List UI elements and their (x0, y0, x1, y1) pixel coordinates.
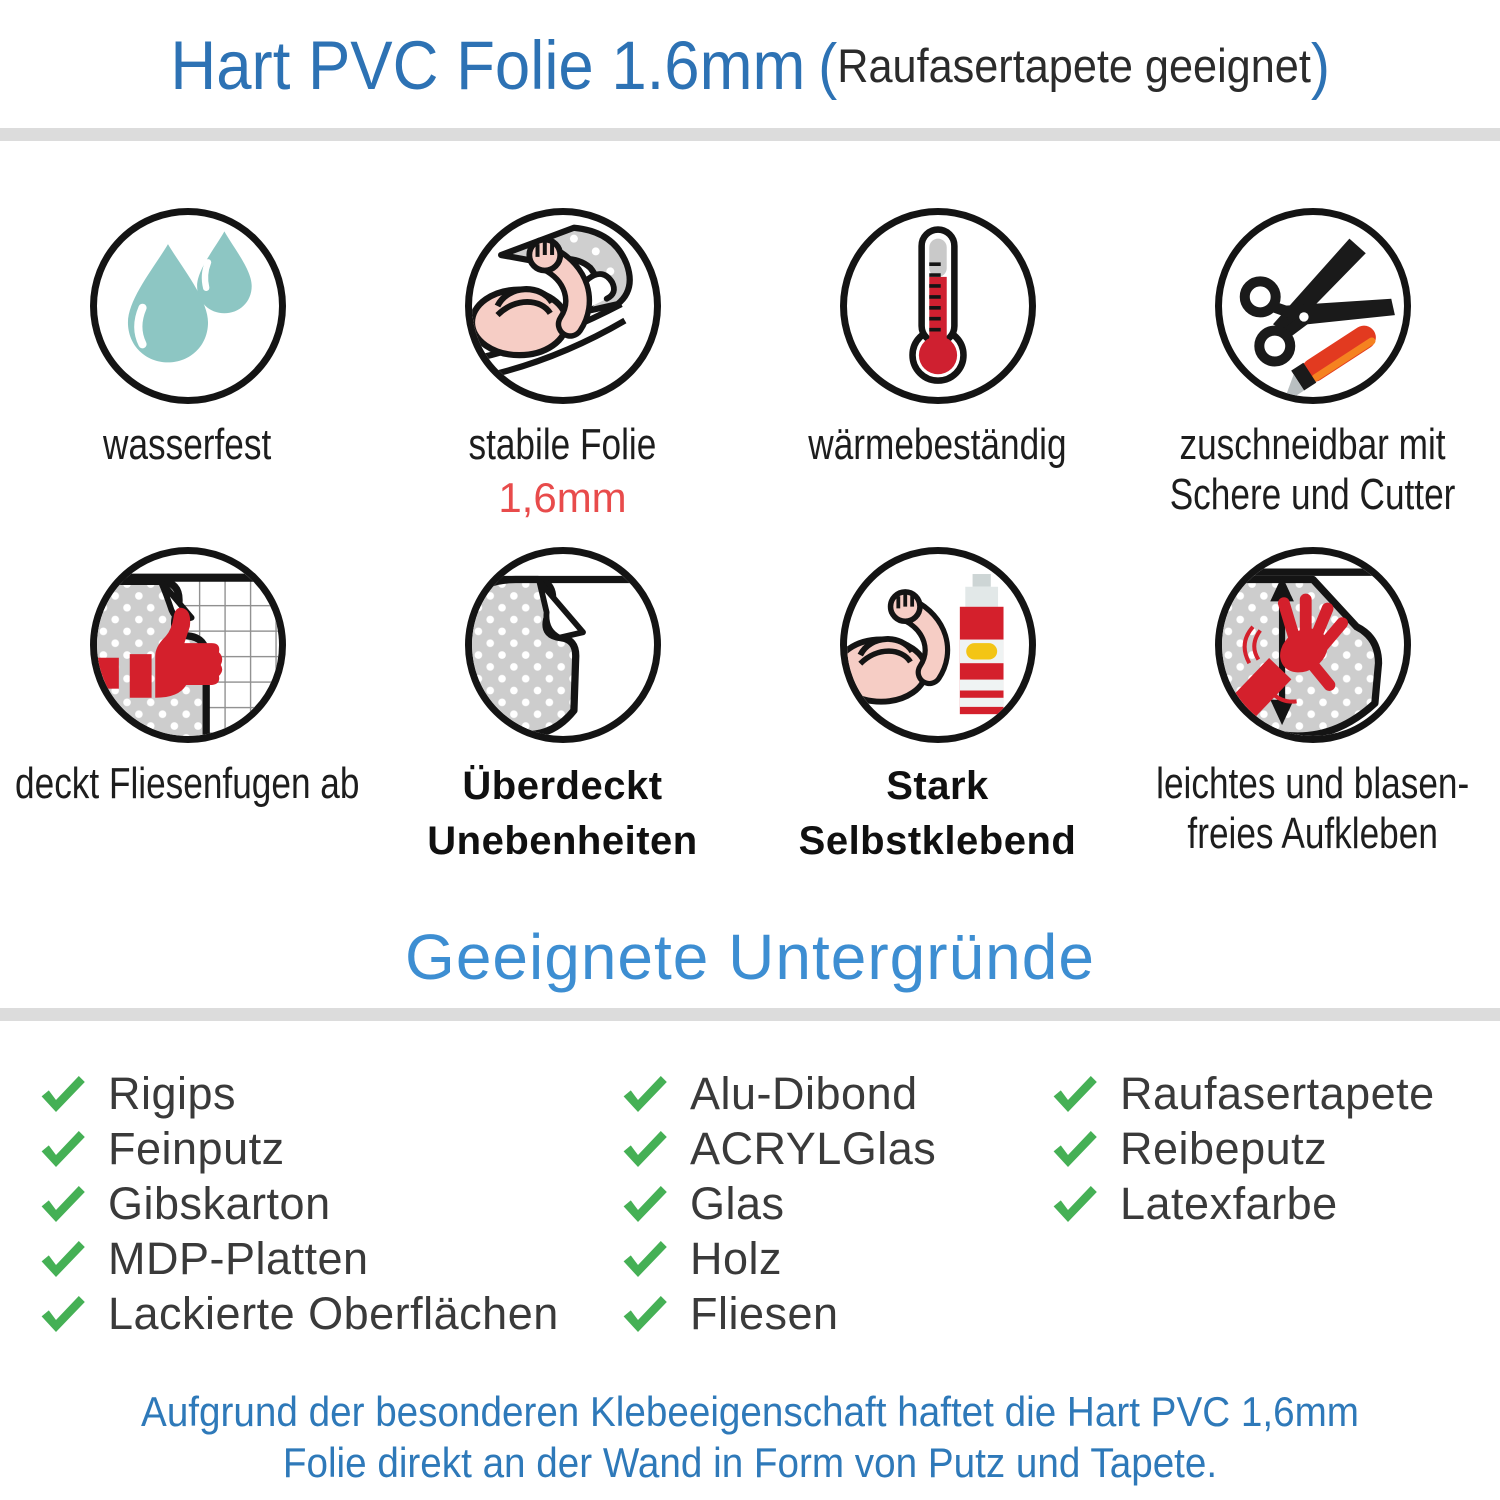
feature-self-adhesive (750, 547, 1125, 869)
check-icon (1050, 1128, 1098, 1170)
feature-thickness-value: 1,6mm (498, 474, 627, 521)
feature-heat-resistant (750, 208, 1125, 522)
surface-item (1050, 1121, 1435, 1176)
check-icon (38, 1293, 86, 1335)
surfaces-column-2 (620, 1066, 936, 1341)
surface-item (620, 1066, 936, 1121)
surface-label: Glas (690, 1177, 785, 1229)
feature-covers-unevenness (375, 547, 750, 869)
check-icon (620, 1128, 668, 1170)
surfaces-column-3 (1050, 1066, 1435, 1231)
surface-item (38, 1121, 559, 1176)
surface-item (38, 1176, 559, 1231)
title-subtitle: Raufasertapete geeignet (837, 39, 1311, 92)
feature-label: wärmebeständig (808, 420, 1067, 469)
surface-item (620, 1231, 936, 1286)
feature-bubble-free (1125, 547, 1500, 869)
feature-label: deckt Fliesenfugen ab (15, 759, 360, 808)
surface-label: Alu-Dibond (690, 1067, 918, 1119)
surface-item (38, 1066, 559, 1121)
feature-covers-tile-joints (0, 547, 375, 869)
surface-label: Rigips (108, 1067, 237, 1119)
surface-label: Gibskarton (108, 1177, 331, 1229)
features-row-1 (0, 208, 1500, 522)
feature-label-line-1: leichtes und blasen- (1155, 759, 1470, 808)
feature-waterproof (0, 208, 375, 522)
feature-label-line-2: freies Aufkleben (1187, 809, 1438, 858)
check-icon (1050, 1073, 1098, 1115)
divider-middle (0, 1008, 1500, 1021)
surface-item (620, 1121, 936, 1176)
scissors-cutter-icon (1215, 208, 1411, 404)
surfaces-column-1 (38, 1066, 559, 1341)
surface-label: Fliesen (690, 1287, 839, 1339)
check-icon (620, 1183, 668, 1225)
check-icon (38, 1183, 86, 1225)
hand-smooth-foil-icon (1215, 547, 1411, 743)
footer-line-2: Folie direkt an der Wand in Form von Putz und Tapete. (282, 1439, 1218, 1486)
feature-label-line-2: Unebenheiten (427, 819, 698, 863)
feature-label: wasserfest (103, 420, 272, 469)
water-drops-icon (90, 208, 286, 404)
tile-thumb-up-icon (90, 547, 286, 743)
muscle-arm-glue-icon (840, 547, 1036, 743)
feature-stable-foil (375, 208, 750, 522)
surface-item (620, 1176, 936, 1231)
feature-label-line-1: Stark (886, 764, 989, 808)
surface-label: ACRYLGlas (690, 1122, 937, 1174)
surface-label: Holz (690, 1232, 783, 1284)
surface-label: Latexfarbe (1120, 1177, 1338, 1229)
feature-label-line-2: Schere und Cutter (1169, 470, 1456, 519)
thermometer-icon (840, 208, 1036, 404)
surface-item (38, 1286, 559, 1341)
footer-line-1: Aufgrund der besonderen Klebeeigenschaft haftet die Hart PVC 1,6mm (141, 1388, 1359, 1435)
divider-top (0, 128, 1500, 141)
feature-label-line-1: zuschneidbar mit (1179, 420, 1446, 469)
surface-item (38, 1231, 559, 1286)
footer-note (0, 1386, 1500, 1488)
surface-label: MDP-Platten (108, 1232, 369, 1284)
check-icon (38, 1128, 86, 1170)
surface-label: Raufasertapete (1120, 1067, 1435, 1119)
features-row-2 (0, 547, 1500, 869)
check-icon (620, 1293, 668, 1335)
check-icon (620, 1073, 668, 1115)
surface-item (1050, 1066, 1435, 1121)
feature-label: stabile Folie (468, 420, 657, 469)
title-paren-close: ) (1310, 32, 1330, 101)
surface-label: Lackierte Oberflächen (108, 1287, 559, 1339)
feature-label-line-2: Selbstklebend (798, 819, 1077, 863)
muscle-arm-foil-icon (465, 208, 661, 404)
surface-label: Reibeputz (1120, 1122, 1328, 1174)
surface-label: Feinputz (108, 1122, 285, 1174)
check-icon (38, 1073, 86, 1115)
surface-item (620, 1286, 936, 1341)
check-icon (620, 1238, 668, 1280)
surface-item (1050, 1176, 1435, 1231)
feature-label-line-1: Überdeckt (462, 764, 663, 808)
check-icon (38, 1238, 86, 1280)
check-icon (1050, 1183, 1098, 1225)
surfaces-heading: Geeignete Untergründe (405, 921, 1095, 993)
title-paren-open: ( (818, 32, 838, 101)
feature-cuttable (1125, 208, 1500, 522)
foil-fold-icon (465, 547, 661, 743)
title-main: Hart PVC Folie 1.6mm (170, 27, 806, 104)
page-title (0, 26, 1500, 105)
